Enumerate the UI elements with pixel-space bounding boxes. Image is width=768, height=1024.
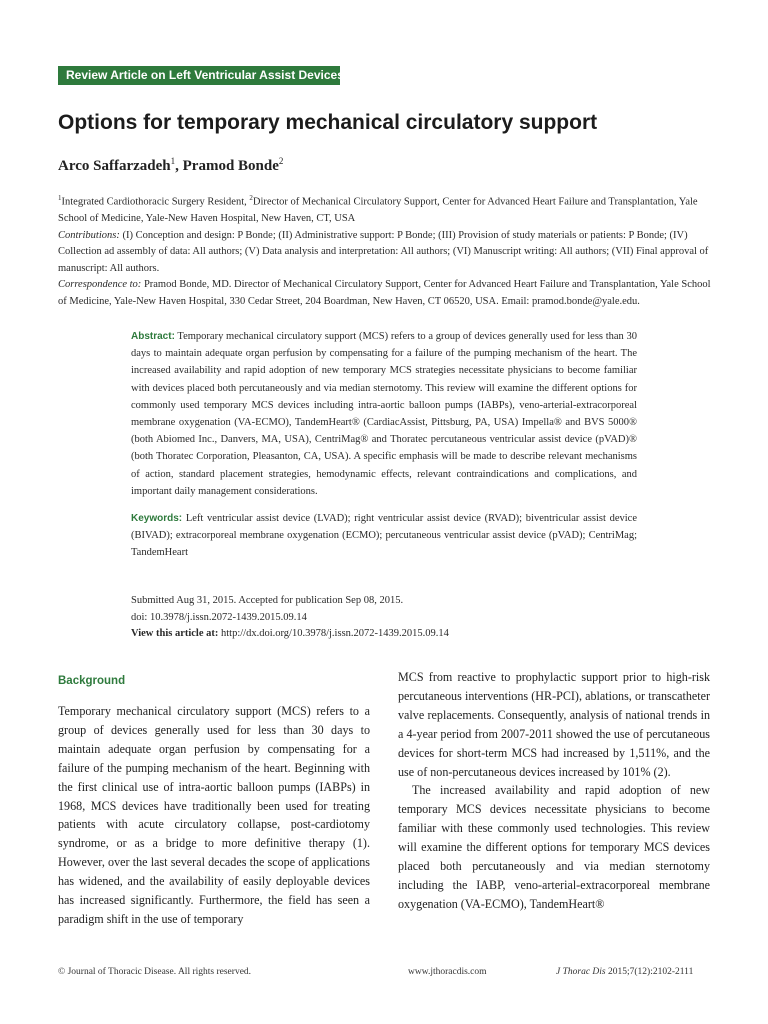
- submission-dates: Submitted Aug 31, 2015. Accepted for publication Sep 08, 2015.: [131, 595, 404, 606]
- keywords: [131, 510, 637, 562]
- article-type-banner: Review Article on Left Ventricular Assist Devices: [58, 66, 340, 85]
- keywords-text: Left ventricular assist device (LVAD); right ventricular assist device (RVAD); biventricular assist device (BIVAD); extracorporeal membrane oxygenation (ECMO); percutaneous ventricular assist device (pVAD); CentriMag; TandemHeart: [131, 513, 637, 559]
- contributions: [58, 228, 712, 278]
- view-article-label: View this article at:: [131, 628, 219, 640]
- abstract-text: Temporary mechanical circulatory support (MCS) refers to a group of devices generally used for less than 30 days to maintain adequate organ perfusion by compensating for a failure of the pumping mechanism of the heart. The increased availability and rapid adoption of new temporary MCS strategies necessitate physicians to become familiar with devices placed both percutaneously and via median sternotomy. This review will examine the different options for commonly used temporary MCS devices including intra-aortic balloon pumps (IABPs), veno-arterial-extracorporeal membrane oxygenation (VA-ECMO), TandemHeart® (CardiacAssist, Pittsburg, PA, USA) Impella® and BVS 5000® (both Abiomed Inc., Danvers, MA, USA), CentriMag® and Thoratec percutaneous ventricular assist device (pVAD)® (both Thoratec Corporation, Pleasanton, CA, USA). A specific emphasis will be made to describe relevant mechanisms of action, standard placement strategies, hemodynamic effects, relevant contraindications and complications, and important daily management considerations.: [131, 331, 637, 497]
- affiliations: [58, 190, 712, 228]
- contributions-label: Contributions:: [58, 229, 120, 241]
- section-heading-background: Background: [58, 675, 126, 687]
- affiliation-marker: 2: [249, 194, 253, 202]
- body-column-left: [58, 668, 370, 929]
- abstract-block: [131, 328, 637, 562]
- keywords-label: Keywords:: [131, 513, 183, 525]
- view-article-line: [131, 626, 637, 643]
- journal-abbreviation: J Thorac Dis: [556, 967, 606, 977]
- author-affiliation-marker: 2: [278, 156, 284, 166]
- author-name: Pramod Bonde: [182, 158, 279, 174]
- doi: doi: 10.3978/j.issn.2072-1439.2015.09.14: [131, 611, 307, 623]
- article-notes: [58, 190, 712, 311]
- author-list: [58, 156, 283, 175]
- affiliation-text: Director of Mechanical Circulatory Support, Center for Advanced Heart Failure and Transplantation, Yale School of Medicine, Yale-New Haven Hospital, New Haven, CT, USA: [58, 196, 698, 225]
- abstract: [131, 328, 637, 500]
- citation-details: 2015;7(12):2102-2111: [605, 967, 694, 977]
- footer-copyright: © Journal of Thoracic Disease. All rights reserved.: [58, 967, 252, 977]
- author-name: Arco Saffarzadeh: [58, 158, 171, 174]
- body-column-right: [398, 668, 710, 914]
- affiliation-marker: 1: [58, 194, 62, 202]
- article-url-link[interactable]: http://dx.doi.org/10.3978/j.issn.2072-1439.2015.09.14: [218, 628, 449, 640]
- footer-citation: [556, 967, 693, 977]
- article-title: Options for temporary mechanical circulatory support: [58, 111, 598, 134]
- correspondence: [58, 277, 712, 310]
- contributions-text: (I) Conception and design: P Bonde; (II) Administrative support: P Bonde; (III) Provision of study materials or patients: P Bonde; (IV) Collection ad assembly of data: All authors; (V) Data analysis and interpretation: All authors; (VI) Manuscript writing: All authors; (VII) Final approval of manuscript: All authors.: [58, 229, 709, 274]
- correspondence-label: Correspondence to:: [58, 279, 142, 291]
- footer-website[interactable]: www.jthoracdis.com: [408, 967, 487, 977]
- abstract-label: Abstract:: [131, 331, 175, 342]
- body-paragraph: The increased availability and rapid adoption of new temporary MCS devices necessitate physicians to become familiar with these commonly used technologies. This review will examine the different options for temporary MCS devices placed both percutaneously and via median sternotomy including the IABP, veno-arterial-extracorporeal membrane oxygenation (VA-ECMO), TandemHeart®: [398, 783, 710, 911]
- correspondence-text: Pramod Bonde, MD. Director of Mechanical Circulatory Support, Center for Advanced Heart Failure and Transplantation, Yale School of Medicine, Yale-New Haven Hospital, 330 Cedar Street, 204 Boardman, New Haven, CT 06520, USA. Email: pramod.bonde@yale.edu.: [58, 279, 711, 308]
- author-affiliation-marker: 1: [170, 156, 176, 166]
- affiliation-text: Integrated Cardiothoracic Surgery Resident,: [61, 196, 250, 208]
- submission-info: [131, 593, 637, 643]
- author-separator: ,: [175, 158, 183, 174]
- body-paragraph: MCS from reactive to prophylactic support prior to high-risk percutaneous interventions (HR-PCI), ablations, or transcatheter valve replacements. Consequently, analysis of national trends in a 4-year period from 2007-2011 showed the use of percutaneous devices for short-term MCS had increased by 1,511%, and the use of non-percutaneous devices increased by 101% (2).: [398, 670, 710, 779]
- body-paragraph: Temporary mechanical circulatory support (MCS) refers to a group of devices generally used for less than 30 days to maintain adequate organ perfusion by compensating for a failure of the pumping mechanism of the heart. Beginning with the first clinical use of intra-aortic balloon pumps (IABPs) in 1968, MCS devices have traditionally been used for treating patients with acute circulatory collapse, post-cardiotomy syndrome, or as a bridge to more definitive therapy (1). However, over the last several decades the scope of applications has widened, and the availability of easily deployable devices has increased significantly. Furthermore, the field has seen a paradigm shift in the use of temporary: [58, 704, 370, 926]
